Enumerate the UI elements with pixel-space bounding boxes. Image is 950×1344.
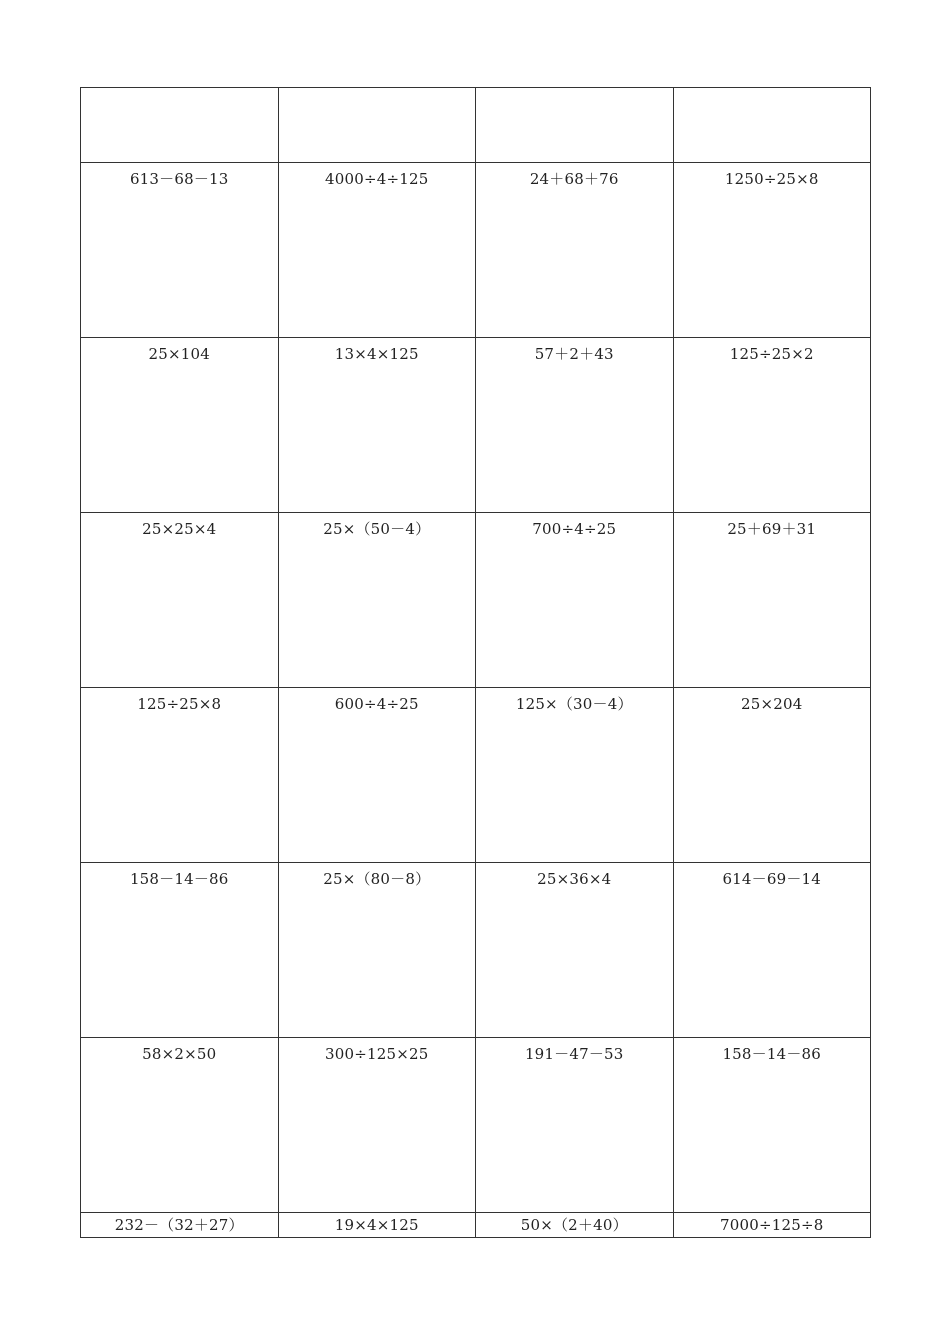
problem-row (81, 1213, 871, 1238)
header-cell (81, 88, 279, 163)
problem-cell[interactable] (81, 863, 279, 1038)
problem-cell[interactable] (673, 1213, 871, 1238)
problem-cell[interactable] (673, 163, 871, 338)
problem-cell[interactable] (81, 1038, 279, 1213)
math-expression: 25×（80－8） (323, 870, 431, 888)
problem-cell[interactable] (278, 1038, 476, 1213)
math-expression: 1250÷25×8 (724, 170, 819, 188)
math-expression: 25×204 (741, 695, 803, 713)
math-expression: 125÷25×8 (137, 695, 222, 713)
worksheet-table (80, 87, 871, 1238)
math-expression: 232－（32＋27） (114, 1216, 244, 1234)
header-cell (278, 88, 476, 163)
math-expression: 4000÷4÷125 (325, 170, 429, 188)
header-cell (673, 88, 871, 163)
problem-cell[interactable] (476, 1213, 674, 1238)
math-expression: 7000÷125÷8 (720, 1216, 824, 1234)
problem-cell[interactable] (476, 863, 674, 1038)
math-expression: 24＋68＋76 (529, 170, 619, 188)
problem-cell[interactable] (81, 688, 279, 863)
problem-cell[interactable] (81, 163, 279, 338)
problem-cell[interactable] (81, 513, 279, 688)
problem-cell[interactable] (278, 1213, 476, 1238)
math-expression: 125÷25×2 (729, 345, 814, 363)
problem-cell[interactable] (278, 688, 476, 863)
problem-cell[interactable] (673, 513, 871, 688)
math-expression: 613－68－13 (129, 170, 229, 188)
problem-cell[interactable] (673, 1038, 871, 1213)
math-expression: 57＋2＋43 (534, 345, 614, 363)
math-expression: 158－14－86 (722, 1045, 822, 1063)
problem-cell[interactable] (476, 513, 674, 688)
problem-cell[interactable] (476, 688, 674, 863)
math-expression: 300÷125×25 (325, 1045, 429, 1063)
problem-cell[interactable] (278, 863, 476, 1038)
math-expression: 125×（30－4） (515, 695, 633, 713)
problem-cell[interactable] (81, 1213, 279, 1238)
math-expression: 19×4×125 (334, 1216, 419, 1234)
math-expression: 50×（2＋40） (520, 1216, 628, 1234)
problem-row (81, 513, 871, 688)
problem-cell[interactable] (278, 338, 476, 513)
problem-cell[interactable] (673, 338, 871, 513)
math-expression: 614－69－14 (722, 870, 822, 888)
header-cell (476, 88, 674, 163)
problem-row (81, 1038, 871, 1213)
math-expression: 158－14－86 (129, 870, 229, 888)
problem-cell[interactable] (278, 163, 476, 338)
problem-row (81, 338, 871, 513)
problem-row (81, 863, 871, 1038)
header-row (81, 88, 871, 163)
math-expression: 25×25×4 (142, 520, 217, 538)
problem-cell[interactable] (278, 513, 476, 688)
problem-cell[interactable] (81, 338, 279, 513)
math-expression: 191－47－53 (524, 1045, 624, 1063)
problem-cell[interactable] (476, 163, 674, 338)
math-expression: 25＋69＋31 (727, 520, 817, 538)
problem-cell[interactable] (673, 688, 871, 863)
math-expression: 25×（50－4） (323, 520, 431, 538)
problem-row (81, 163, 871, 338)
math-expression: 58×2×50 (142, 1045, 217, 1063)
math-expression: 700÷4÷25 (532, 520, 617, 538)
problem-cell[interactable] (673, 863, 871, 1038)
problem-row (81, 688, 871, 863)
math-expression: 25×36×4 (537, 870, 612, 888)
problem-cell[interactable] (476, 338, 674, 513)
problem-cell[interactable] (476, 1038, 674, 1213)
math-expression: 600÷4÷25 (334, 695, 419, 713)
math-expression: 13×4×125 (334, 345, 419, 363)
math-expression: 25×104 (148, 345, 210, 363)
